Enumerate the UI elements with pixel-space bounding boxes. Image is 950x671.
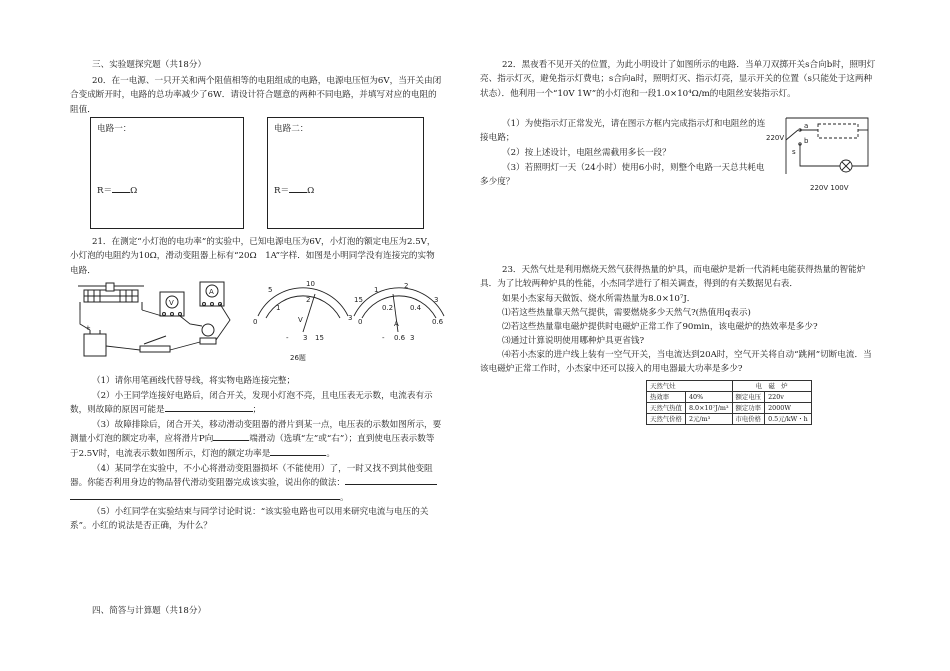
volt-tick: 1	[276, 304, 281, 312]
voltmeter-dial-labels	[253, 280, 363, 342]
table-cell: 220v	[765, 392, 812, 403]
q23-sub1: ⑴若这些热量靠天然气提供，需要燃烧多少天然气?(热值用q表示)	[502, 308, 751, 318]
switch-icon	[140, 336, 170, 352]
q21-sub1: （1）请你用笔画线代替导线，将实物电路连接完整；	[92, 376, 296, 386]
q21-power-blank[interactable]	[270, 455, 326, 456]
q21-sub3: （3）故障排除后，闭合开关，移动滑动变阻器的滑片到某一点，电压表的示数如图所示，要测量小灯泡的额定功率，应将滑片P向 端滑动（选填“左”或“右”）；直到使电压表示数等于2.5V时，电流表示数如图所示，灯泡的额定功率是 。	[70, 420, 442, 459]
circuit-one-box[interactable]	[90, 117, 244, 229]
q21-sub4: （4）某同学在实验中，不小心将滑动变阻器损坏（不能使用）了，一时又找不到其他变阻器。你能否利用身边的物品替代滑动变阻器完成该实验，说出你的做法： 。	[70, 462, 442, 505]
amp-tick: 0.6	[432, 318, 444, 326]
table-cell: 2元/m³	[685, 414, 732, 425]
q21-sub5: （5）小红同学在实验结束与同学讨论时说：“该实验电路也可以用来研究电流与电压的关系”。小红的说法是否正确，为什么？	[70, 507, 429, 532]
q21-sub3-text-a: （3）故障排除后，闭合开关，移动滑动变阻器的滑片到某一点，电压表的示数如图所示，要测量小灯泡的额定功率，应将滑片P向	[70, 420, 442, 445]
fig-a-label: a	[804, 122, 809, 130]
q23-line2: 如果小杰家每天做饭、烧水所需热量为8.0×10⁷J．	[502, 294, 696, 304]
fig-s-label: s	[792, 148, 796, 156]
q21-method-blank-2[interactable]	[70, 499, 340, 500]
circuit-two-box[interactable]	[267, 117, 424, 229]
ammeter-dial	[354, 288, 444, 332]
table-header-row	[647, 381, 812, 392]
question-22-text: 22．黑夜看不见开关的位置，为此小明设计了如图所示的电路．当单刀双掷开关s合向b时，照明灯亮、指示灯灭，避免指示灯费电；s合向a时，照明灯灭、指示灯亮，显示开关的位置（s只能处于这两种状态）．他利用一个“10V 1W”的小灯泡和一段1.0×10⁴Ω/m的电阻丝安装指示灯。	[480, 60, 876, 99]
question-23-text: 23．天然气灶是利用燃烧天然气获得热量的炉具，而电磁炉是新一代消耗电能获得热量的智能炉具．为了比较两种炉具的性能，小杰同学进行了相关调查，得到的有关数据见右表．	[480, 265, 866, 290]
q23-sub4: ⑷若小杰家的进户线上装有一空气开关，当电流达到20A时，空气开关将自动“跳闸”切断电流．当该电磁炉正常工作时，小杰家中还可以接入的用电器最大功率是多少?	[480, 350, 872, 375]
section-4-title: 四、简答与计算题（共18分）	[92, 606, 207, 616]
table-cell: 8.0×10⁷J/m³	[685, 403, 732, 414]
table-cell: 天然气价格	[647, 414, 686, 425]
r-label: R＝	[97, 186, 113, 196]
question-20-text: 20．在一电源、一只开关和两个阻值相等的电阻组成的电路，电源电压恒为6V，当开关由闭合变成断开时，电路的总功率减少了6W．请设计符合题意的两种不同电路，并填写对应的电阻的阻值．	[70, 76, 442, 115]
fig-voltage-label: 220V	[766, 134, 785, 142]
amp-tick: 3	[434, 296, 439, 304]
fig-lamp-label: 220V 100V	[810, 184, 849, 192]
voltmeter-dial	[258, 288, 348, 332]
table-row	[647, 403, 812, 414]
table-cell: 额定功率	[732, 403, 765, 414]
volt-dial-unit: V	[298, 316, 303, 324]
figure-label: 26题	[290, 354, 306, 362]
table-cell: 市电价格	[732, 414, 765, 425]
q21-fault-blank[interactable]	[165, 411, 253, 412]
q21-method-blank[interactable]	[345, 484, 437, 485]
ammeter-label: A	[209, 288, 214, 296]
q21-sub4-text: （4）某同学在实验中，不小心将滑动变阻器损坏（不能使用）了，一时又找不到其他变阻器。你能否利用身边的物品替代滑动变阻器完成该实验，说出你的做法：	[70, 464, 433, 489]
q22-sub1: （1）为使指示灯正常发光，请在图示方框内完成指示灯和电阻丝的连接电路；	[480, 119, 766, 144]
table-cell: 40%	[685, 392, 732, 403]
table-head-induction: 电 磁 炉	[732, 381, 811, 392]
circuit-two-resistance	[274, 184, 314, 198]
volt-tick: 0	[253, 318, 258, 326]
ammeter-dial-labels	[358, 282, 444, 342]
volt-tick: 5	[268, 286, 273, 294]
voltmeter-label: V	[169, 299, 174, 307]
question-21-text: 21．在测定“小灯泡的电功率”的实验中，已知电源电压为6V，小灯泡的额定电压为2.5V，小灯泡的电阻约为10Ω，滑动变阻器上标有“20Ω 1A”字样．如图是小明同学没有连接完的实物电路．	[70, 237, 436, 276]
r-unit: Ω	[130, 186, 138, 196]
table-cell: 热效率	[647, 392, 686, 403]
amp-tick: 1	[374, 286, 379, 294]
q21-direction-blank[interactable]	[213, 440, 249, 441]
battery-plus-icon: +	[85, 324, 91, 332]
volt-tick: 10	[306, 280, 315, 288]
stove-data-table	[646, 380, 812, 425]
table-row	[647, 392, 812, 403]
battery-icon	[84, 330, 106, 356]
lamp-icon	[840, 160, 852, 172]
q21-sub3-text-b: 端滑动（选填“左”或“右”）；直到使电压表示数等于2.5V时，电流表示数如图所示，灯泡的额定功率是	[70, 434, 435, 459]
q22-sub3: （3）若照明灯一天（24小时）使用6小时，则整个电路一天总共耗电多少度？	[480, 163, 765, 188]
resistor-dashed-box	[818, 124, 858, 138]
volt-term: -	[286, 334, 289, 342]
circuit-one-resistance	[97, 184, 137, 198]
section-3-title: 三、实验题探究题（共18分）	[92, 60, 207, 70]
bulb-icon	[200, 324, 216, 344]
table-cell: 额定电压	[732, 392, 765, 403]
q21-sub2-text: （2）小王同学连接好电路后，闭合开关，发现小灯泡不亮，且电压表无示数，电流表有示数，则故障的原因可能是	[70, 391, 433, 416]
r-unit: Ω	[307, 186, 315, 196]
circuit-one-label: 电路一：	[97, 124, 132, 134]
amp-term: 3	[410, 334, 415, 342]
wires	[80, 304, 230, 350]
amp-tick: 0	[358, 318, 363, 326]
q23-sub2: ⑵若这些热量靠电磁炉提供时电磁炉正常工作了90min，该电磁炉的热效率是多少?	[502, 322, 818, 332]
amp-tick: 0.2	[382, 304, 394, 312]
table-row	[647, 414, 812, 425]
rheostat-icon	[78, 283, 144, 310]
amp-term: -	[382, 334, 385, 342]
physical-circuit-figure	[70, 280, 450, 362]
amp-tick: 0.4	[410, 304, 422, 312]
volt-tick: 2	[306, 296, 311, 304]
r-blank[interactable]	[289, 192, 307, 193]
amp-term: 0.6	[394, 334, 406, 342]
q23-sub3: ⑶通过计算说明使用哪种炉具更省钱?	[502, 336, 645, 346]
table-cell: 0.5元/kW・h	[765, 414, 812, 425]
table-head-gas: 天然气灶	[647, 381, 733, 392]
q21-sub2: （2）小王同学连接好电路后，闭合开关，发现小灯泡不亮，且电压表无示数，电流表有示数，则故障的原因可能是 ；	[70, 391, 433, 416]
amp-tick: 2	[404, 282, 409, 290]
volt-term: 15	[315, 334, 324, 342]
table-cell: 2000W	[765, 403, 812, 414]
circuit-two-label: 电路二：	[274, 124, 309, 134]
r-label: R＝	[274, 186, 290, 196]
fig-b-label: b	[804, 137, 809, 145]
switch-circuit-figure	[768, 112, 880, 198]
volt-tick: 15	[354, 296, 363, 304]
table-cell: 天然气热值	[647, 403, 686, 414]
q22-sub2: （2）按上述设计，电阻丝需截用多长一段？	[502, 148, 671, 158]
volt-tick: 3	[348, 314, 353, 322]
switch-circuit-wires	[786, 118, 868, 174]
amp-dial-unit: A	[394, 320, 399, 328]
volt-term: 3	[303, 334, 308, 342]
r-blank[interactable]	[112, 192, 130, 193]
